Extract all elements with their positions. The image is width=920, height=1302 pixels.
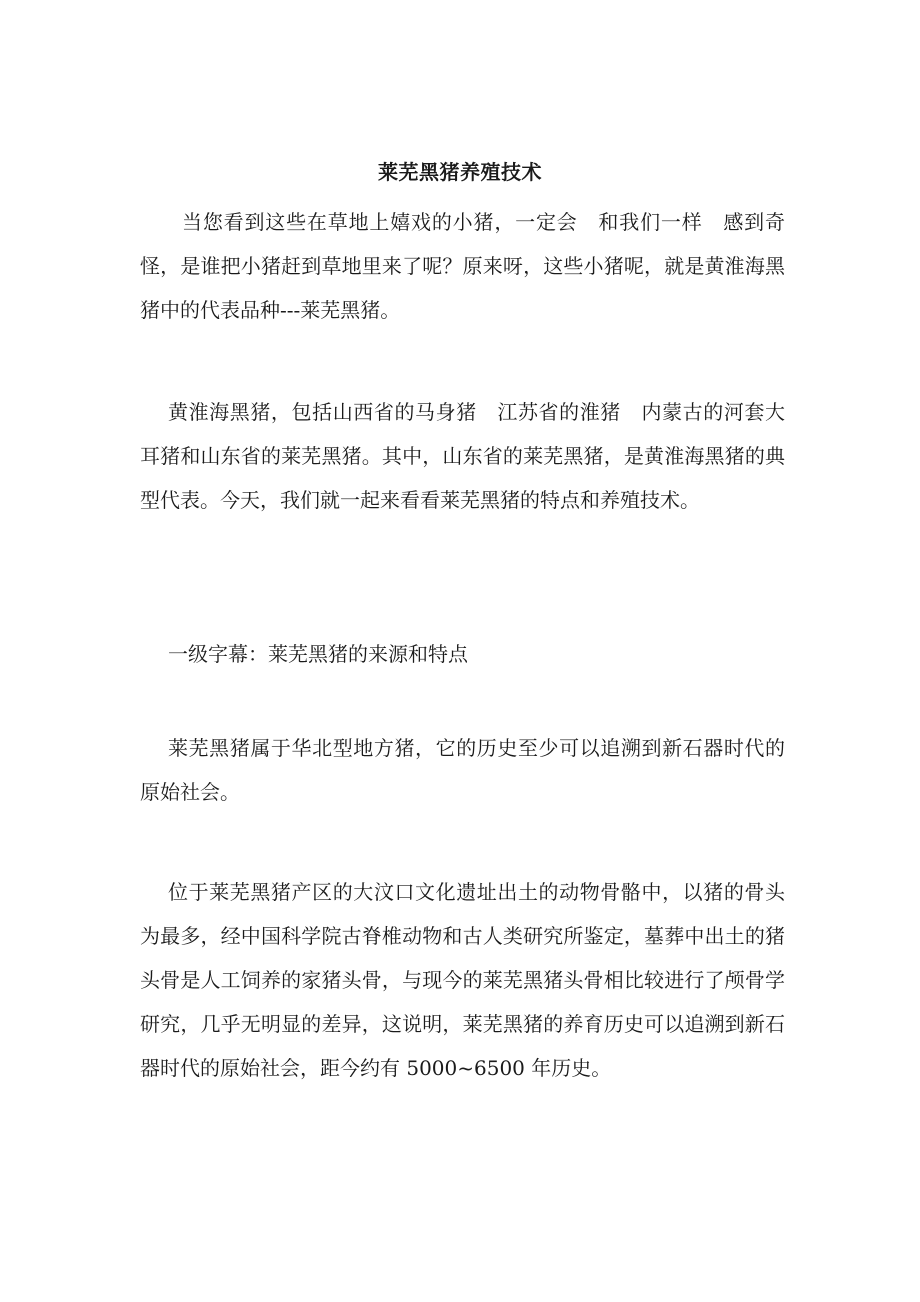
paragraph-intro: 当您看到这些在草地上嬉戏的小猪，一定会 和我们一样 感到奇怪，是谁把小猪赶到草地里来了呢？原来呀，这些小猪呢，就是黄淮海黑猪中的代表品种---莱芜黑猪。 xyxy=(140,210,785,322)
paragraph-origin: 莱芜黑猪属于华北型地方猪，它的历史至少可以追溯到新石器时代的原始社会。 xyxy=(140,736,785,804)
paragraph-history: 位于莱芜黑猪产区的大汶口文化遗址出土的动物骨骼中，以猪的骨头为最多，经中国科学院古脊椎动物和古人类研究所鉴定，墓葬中出土的猪头骨是人工饲养的家猪头骨，与现今的莱芜黑猪头骨相比较进行了颅骨学研究，几乎无明显的差异，这说明，莱芜黑猪的养育历史可以追溯到新石器时代的原始社会，距今约有 5000~6500 年历史。 xyxy=(140,880,785,1080)
document-title: 莱芜黑猪养殖技术 xyxy=(378,160,542,184)
subtitle-caption: 一级字幕：莱芜黑猪的来源和特点 xyxy=(168,642,468,666)
paragraph-breeds: 黄淮海黑猪，包括山西省的马身猪 江苏省的淮猪 内蒙古的河套大耳猪和山东省的莱芜黑猪。其中，山东省的莱芜黑猪，是黄淮海黑猪的典型代表。今天，我们就一起来看看莱芜黑猪的特点和养殖技术。 xyxy=(140,400,785,512)
